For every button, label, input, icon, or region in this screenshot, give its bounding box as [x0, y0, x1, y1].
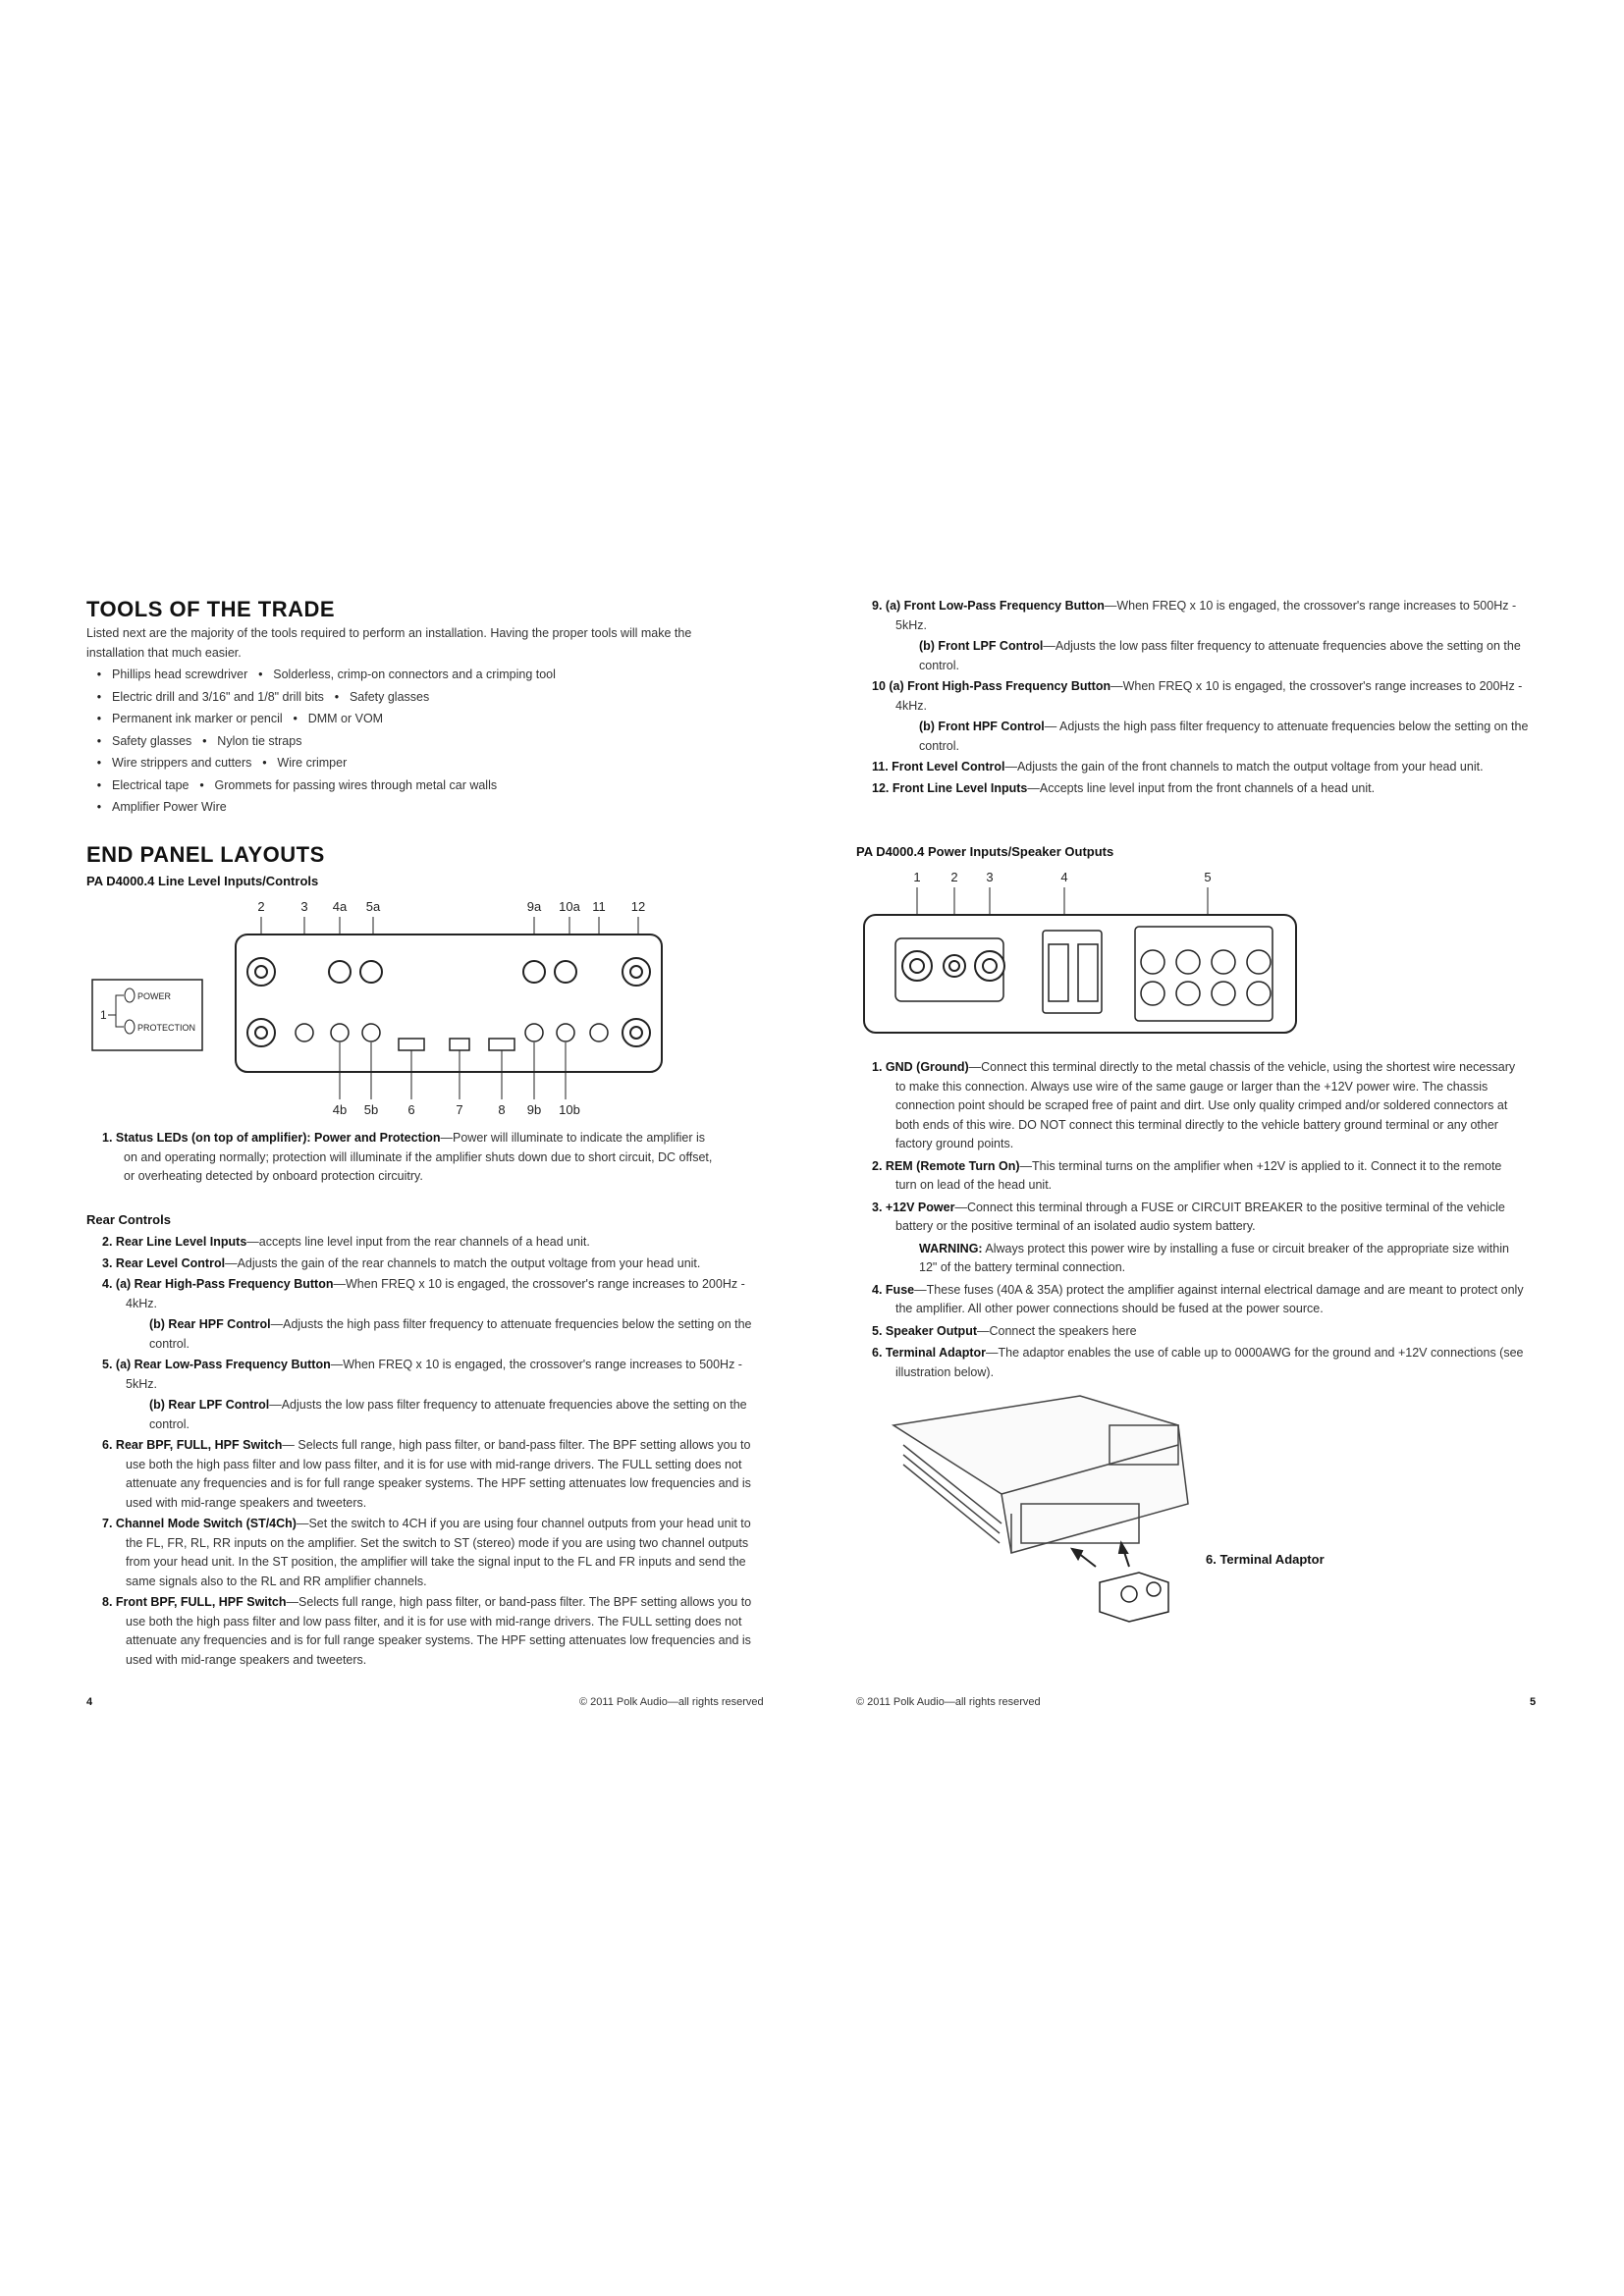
item-text: —Adjusts the low pass filter frequency to attenuate frequencies above the setting on the control. — [919, 639, 1521, 672]
item-number: 4. — [102, 1277, 113, 1291]
item-text: —When FREQ x 10 is engaged, the crossover's range increases to 200Hz - 4kHz. — [126, 1277, 745, 1310]
bullet-icon: • — [262, 756, 267, 770]
tool-name: Amplifier Power Wire — [112, 800, 227, 814]
list-item — [856, 1199, 1524, 1237]
item-number: 6. — [872, 1346, 883, 1360]
item-number: 10 — [872, 679, 886, 693]
list-item — [856, 1058, 1524, 1154]
item-text: —When FREQ x 10 is engaged, the crossover's range increases to 500Hz - 5kHz. — [126, 1358, 742, 1391]
tool-name: DMM or VOM — [307, 712, 384, 725]
bullet-icon: • — [96, 667, 102, 681]
item-title: GND (Ground) — [885, 1060, 969, 1074]
item-number: 2. — [102, 1235, 113, 1249]
bullet-icon: • — [96, 712, 102, 725]
list-item — [856, 758, 1543, 777]
item-number: 5. — [102, 1358, 113, 1371]
diagram-label-3: 3 — [300, 899, 308, 914]
tools-list — [86, 664, 754, 819]
item-number: 11. — [872, 760, 889, 774]
tools-list-item — [86, 774, 754, 797]
terminal-adaptor-illustration — [884, 1386, 1237, 1631]
diagram-label-11: 11 — [592, 899, 606, 914]
item-text: —Adjusts the high pass filter frequency to attenuate frequencies below the setting on the control. — [149, 1317, 752, 1351]
list-item — [86, 1515, 764, 1591]
list-item — [856, 1322, 1524, 1342]
diagram-label-7: 7 — [456, 1102, 463, 1117]
diagram-label-8: 8 — [498, 1102, 506, 1117]
item-text: —When FREQ x 10 is engaged, the crossover's range increases to 500Hz - 5kHz. — [895, 599, 1517, 632]
list-item — [86, 1275, 764, 1313]
item-title: (a) Rear High-Pass Frequency Button — [115, 1277, 334, 1291]
bullet-icon: • — [199, 777, 204, 792]
status-item-num: 1. — [102, 1131, 113, 1145]
item-text: —Connect this terminal through a FUSE or CIRCUIT BREAKER to the positive terminal of the vehicle battery or the positive terminal of an isolated audio system battery. — [895, 1200, 1505, 1233]
diagram-label-6: 6 — [407, 1102, 415, 1117]
item-number: 4. — [872, 1282, 883, 1297]
item-title: (a) Rear Low-Pass Frequency Button — [115, 1358, 331, 1371]
terminal-adaptor-label: 6. Terminal Adaptor — [1206, 1552, 1325, 1567]
tools-list-item — [86, 730, 754, 753]
item-title: Front BPF, FULL, HPF Switch — [115, 1595, 287, 1609]
diagram-label-4b: 4b — [332, 1102, 348, 1117]
item-text: Always protect this power wire by installing a fuse or circuit breaker of the appropriate size within 12" of the battery terminal connection. — [919, 1241, 1509, 1274]
tool-name: Electric drill and 3/16" and 1/8" drill bits — [112, 689, 324, 704]
item-title: Rear Line Level Inputs — [115, 1235, 247, 1249]
item-text: —This terminal turns on the amplifier when +12V is applied to it. Connect it to the remote turn on lead of the head unit. — [895, 1158, 1502, 1192]
list-item — [86, 1315, 764, 1354]
item-number: 2. — [872, 1158, 883, 1173]
item-text: —accepts line level input from the rear channels of a head unit. — [246, 1235, 590, 1249]
diagram-label-9a: 9a — [526, 899, 542, 914]
rear-controls-title: Rear Controls — [86, 1212, 171, 1227]
item-number: 5. — [872, 1323, 883, 1338]
item-text: —Selects full range, high pass filter, or band-pass filter. The BPF setting allows you to use both the high pass filter and low pass filter, and it is for use with mid-range drivers. The FULL setting does not attenuate any frequencies and is for full range speaker systems. The HPF setting attenuates low frequencies and is used with mid-range speakers and tweeters. — [126, 1595, 752, 1667]
tool-name: Phillips head screwdriver — [112, 667, 248, 681]
list-item — [86, 1436, 764, 1513]
tool-name: Nylon tie straps — [217, 733, 302, 748]
item-number: 3. — [102, 1255, 113, 1270]
list-item — [856, 1240, 1524, 1278]
item-text: —Set the switch to 4CH if you are using four channel outputs from your head unit to the FL, FR, RL, RR inputs on the amplifier. Set the switch to ST (stereo) mode if you are using two channel outputs from your head unit. In the ST position, the amplifier will take the signal input to the FL and FR inputs and send the same signals also to the RL and RR amplifier channels. — [126, 1517, 751, 1588]
tools-list-item — [86, 686, 754, 709]
diagram-label-4a: 4a — [332, 899, 348, 914]
item-number: 12. — [872, 780, 890, 795]
tool-name: Solderless, crimp-on connectors and a crimping tool — [273, 667, 556, 681]
power-items-list — [856, 1058, 1524, 1385]
page-number-right: 5 — [1530, 1696, 1537, 1708]
tool-name: Permanent ink marker or pencil — [112, 712, 283, 725]
item-title: +12V Power — [885, 1200, 955, 1214]
item-title: Front Line Level Inputs — [892, 780, 1028, 795]
tools-title: TOOLS OF THE TRADE — [86, 597, 336, 621]
item-title: (b) Rear LPF Control — [149, 1398, 270, 1412]
item-number: 6. — [102, 1438, 113, 1452]
item-text: —The adaptor enables the use of cable up to 0000AWG for the ground and +12V connections (see illustration below). — [895, 1346, 1524, 1379]
list-item — [856, 677, 1543, 716]
item-title: Rear BPF, FULL, HPF Switch — [115, 1438, 283, 1452]
status-item-text: —Power will illuminate to indicate the amplifier is on and operating normally; protection will illuminate if the amplifier shuts down due to short circuit, DC offset, or overheating detected by onboard protection circuitry. — [124, 1131, 713, 1183]
bullet-icon: • — [96, 733, 102, 748]
item-text: —Connect this terminal directly to the metal chassis of the vehicle, using the shortest wire necessary to make this connection. Always use wire of the same gauge or larger than the +12V power wire. The chassis connection point should be scraped free of paint and dirt. Use only quality crimped and/or soldered connectors at both ends of this wire. DO NOT connect this terminal directly to the vehicle battery ground terminal or any other factory ground points. — [895, 1060, 1516, 1150]
tool-name: Electrical tape — [112, 777, 189, 792]
copyright-right: © 2011 Polk Audio—all rights reserved — [856, 1696, 1041, 1708]
item-text: —Accepts line level input from the front channels of a head unit. — [1027, 780, 1376, 795]
item-title: Rear Level Control — [115, 1255, 226, 1270]
bullet-icon: • — [258, 667, 263, 681]
list-item — [856, 718, 1543, 756]
list-item — [856, 1344, 1524, 1382]
bullet-icon: • — [96, 800, 102, 814]
item-text: —These fuses (40A & 35A) protect the amplifier against internal electrical damage and are meant to protect only the amplifier. All other power connections should be fused at the power source. — [895, 1282, 1524, 1315]
item-title: (a) Front Low-Pass Frequency Button — [885, 599, 1105, 613]
line-level-subtitle: PA D4000.4 Line Level Inputs/Controls — [86, 874, 319, 888]
diagram-label-10b: 10b — [559, 1102, 580, 1117]
bullet-icon: • — [96, 777, 102, 792]
item-number: 1. — [872, 1060, 883, 1074]
bullet-icon: • — [96, 689, 102, 704]
power-label-3: 3 — [986, 870, 994, 884]
bullet-icon: • — [334, 689, 340, 704]
status-item-title: Status LEDs (on top of amplifier): Power and Protection — [115, 1131, 441, 1145]
tools-list-item — [86, 796, 754, 819]
status-led-item — [86, 1129, 715, 1187]
tool-name: Safety glasses — [112, 733, 192, 748]
list-item — [856, 1157, 1524, 1196]
item-title: Speaker Output — [885, 1323, 977, 1338]
diagram-label-2: 2 — [257, 899, 265, 914]
item-title: REM (Remote Turn On) — [885, 1158, 1020, 1173]
diagram-label-5a: 5a — [365, 899, 381, 914]
item-number: 7. — [102, 1517, 113, 1530]
item-title: Channel Mode Switch (ST/4Ch) — [115, 1517, 297, 1530]
item-title: (b) Rear HPF Control — [149, 1317, 271, 1331]
item-title: Terminal Adaptor — [885, 1346, 987, 1360]
copyright-left: © 2011 Polk Audio—all rights reserved — [579, 1696, 764, 1708]
list-item — [856, 1281, 1524, 1319]
item-text: — Selects full range, high pass filter, or band-pass filter. The BPF setting allows you to use both the high pass filter and low pass filter, and it is for use with mid-range drivers. The FULL setting does not attenuate any frequencies and is for full range speaker systems. The HPF setting attenuates low frequencies and is used with mid-range speakers and tweeters. — [126, 1438, 751, 1510]
item-text: —Adjusts the gain of the rear channels to match the output voltage from your head unit. — [225, 1255, 701, 1270]
list-item — [86, 1356, 764, 1394]
list-item — [86, 1255, 764, 1274]
page-number-left: 4 — [86, 1696, 93, 1708]
item-text: —Adjusts the gain of the front channels to match the output voltage from your head unit. — [1004, 760, 1484, 774]
list-item — [86, 1593, 764, 1670]
item-number: 3. — [872, 1200, 883, 1214]
protection-led-label: PROTECTION — [137, 1023, 196, 1033]
bullet-icon: • — [96, 756, 102, 770]
tool-name: Safety glasses — [349, 689, 430, 704]
list-item — [856, 779, 1543, 799]
diagram-label-10a: 10a — [559, 899, 580, 914]
power-label-1: 1 — [913, 870, 921, 884]
tools-intro: Listed next are the majority of the tools required to perform an installation. Having the proper tools will make the installation that much easier. — [86, 626, 692, 660]
power-panel-diagram — [856, 864, 1318, 1041]
bullet-icon: • — [293, 712, 298, 725]
item-title: WARNING: — [919, 1241, 983, 1255]
item-title: (b) Front LPF Control — [919, 639, 1044, 653]
item-number: 9. — [872, 599, 883, 613]
rear-controls-list — [86, 1233, 764, 1672]
item-number: 8. — [102, 1595, 113, 1609]
item-title: Fuse — [885, 1282, 915, 1297]
item-text: — Adjusts the high pass filter frequency to attenuate frequencies below the setting on the control. — [919, 720, 1529, 753]
tools-list-item — [86, 752, 754, 774]
tool-name: Wire crimper — [277, 756, 348, 770]
power-label-2: 2 — [950, 870, 958, 884]
list-item — [86, 1396, 764, 1434]
diagram-label-5b: 5b — [363, 1102, 379, 1117]
item-title: (a) Front High-Pass Frequency Button — [889, 679, 1111, 693]
end-panel-title: END PANEL LAYOUTS — [86, 842, 325, 867]
tool-name: Wire strippers and cutters — [112, 756, 252, 770]
power-label-4: 4 — [1060, 870, 1068, 884]
bullet-icon: • — [202, 733, 207, 748]
front-controls-list — [856, 597, 1543, 800]
item-text: —Adjusts the low pass filter frequency to attenuate frequencies above the setting on the control. — [149, 1398, 747, 1431]
tools-list-item — [86, 708, 754, 730]
list-item — [86, 1233, 764, 1253]
diagram-label-9b: 9b — [526, 1102, 542, 1117]
item-text: —Connect the speakers here — [977, 1323, 1137, 1338]
diagram-label-12: 12 — [630, 899, 646, 914]
status-led-number: 1 — [100, 1008, 107, 1022]
power-subtitle: PA D4000.4 Power Inputs/Speaker Outputs — [856, 844, 1114, 859]
list-item — [856, 597, 1543, 635]
item-title: (b) Front HPF Control — [919, 720, 1045, 733]
list-item — [856, 637, 1543, 675]
item-text: —When FREQ x 10 is engaged, the crossover's range increases to 200Hz - 4kHz. — [895, 679, 1523, 713]
power-led-label: POWER — [137, 991, 172, 1001]
tools-list-item — [86, 664, 754, 686]
line-level-panel-diagram — [86, 893, 695, 1119]
power-label-5: 5 — [1204, 870, 1212, 884]
item-title: Front Level Control — [892, 760, 1005, 774]
tool-name: Grommets for passing wires through metal car walls — [214, 777, 498, 792]
